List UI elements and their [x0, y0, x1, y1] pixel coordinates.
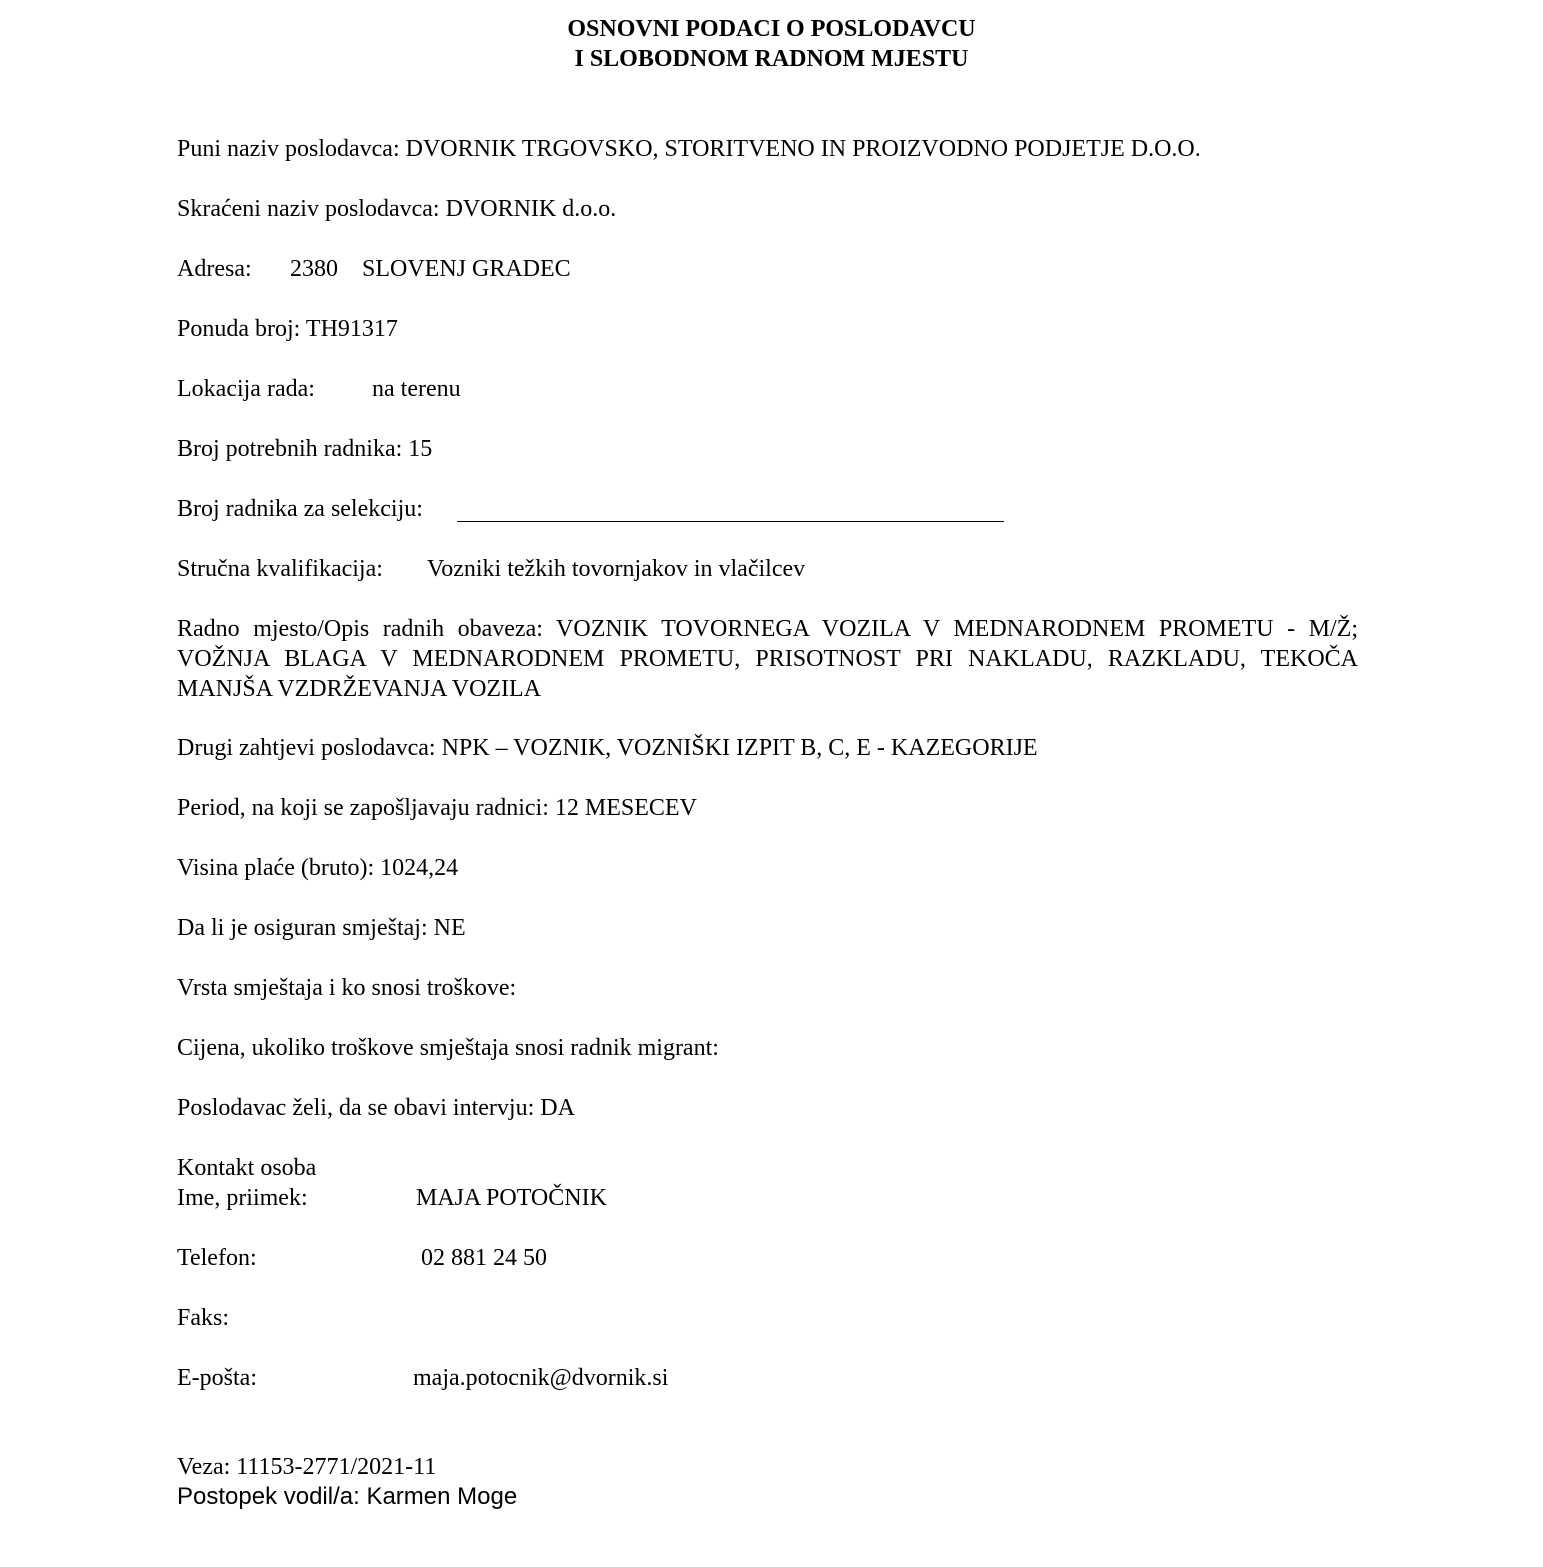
interview-label: Poslodavac želi, da se obavi intervju: — [177, 1095, 535, 1121]
contact-phone-label: Telefon: — [177, 1245, 257, 1271]
location-label: Lokacija rada: — [177, 376, 315, 402]
contact-email-label: E-pošta: — [177, 1365, 257, 1391]
contact-phone — [177, 1243, 777, 1273]
document-title-line-2: I SLOBODNOM RADNOM MJESTU — [574, 46, 969, 72]
accommodation-price-label: Cijena, ukoliko troškove smještaja snosi radnik migrant: — [177, 1035, 719, 1061]
field-offer-number — [177, 314, 398, 344]
offer-label: Ponuda broj: — [177, 316, 301, 342]
address-label: Adresa: — [177, 256, 252, 282]
contact-email — [177, 1363, 777, 1393]
handled-by: Postopek vodil/a: Karmen Moge — [177, 1483, 518, 1510]
field-salary — [177, 853, 458, 883]
field-full-name — [177, 134, 1201, 164]
contact-heading: Kontakt osoba — [177, 1155, 317, 1181]
contact-fax-label: Faks: — [177, 1305, 230, 1331]
qualification-value: Vozniki težkih tovornjakov in vlačilcev — [427, 556, 806, 582]
field-workers-selection — [177, 494, 423, 524]
address-postcode: 2380 — [290, 256, 338, 282]
workers-selection-blank-line — [457, 521, 1004, 522]
short-name-value: DVORNIK d.o.o. — [445, 196, 617, 222]
offer-value: TH91317 — [305, 316, 398, 342]
field-other-requirements — [177, 733, 1038, 763]
field-job-description — [177, 614, 1358, 704]
workers-needed-label: Broj potrebnih radnika: — [177, 436, 403, 462]
workers-needed-value: 15 — [408, 436, 433, 462]
contact-email-value: maja.potocnik@dvornik.si — [413, 1365, 669, 1391]
field-accommodation — [177, 913, 466, 943]
contact-fax — [177, 1303, 229, 1333]
workers-selection-label: Broj radnika za selekciju: — [177, 496, 423, 522]
short-name-label: Skraćeni naziv poslodavca: — [177, 196, 440, 222]
field-workers-needed — [177, 434, 432, 464]
job-description-value: VOZNIK TOVORNEGA VOZILA V MEDNARODNEM PROMETU - M/Ž; VOŽNJA BLAGA V MEDNARODNEM PROMETU, PRISOTNOST PRI NAKLADU, RAZKLADU, TEKOČA MANJŠA VZDRŽEVANJA VOZILA — [177, 616, 1358, 702]
field-address — [177, 254, 677, 284]
field-short-name — [177, 194, 616, 224]
address-city: SLOVENJ GRADEC — [362, 256, 571, 282]
other-requirements-label: Drugi zahtjevi poslodavca: — [177, 735, 436, 761]
accommodation-value: NE — [433, 915, 466, 941]
accommodation-type-label: Vrsta smještaja i ko snosi troškove: — [177, 975, 517, 1001]
field-interview — [177, 1093, 575, 1123]
contact-name-value: MAJA POTOČNIK — [416, 1185, 607, 1211]
contact-phone-value: 02 881 24 50 — [421, 1245, 547, 1271]
contact-name — [177, 1183, 777, 1213]
field-employment-period — [177, 793, 697, 823]
reference-number: Veza: 11153-2771/2021-11 — [177, 1454, 437, 1480]
qualification-label: Stručna kvalifikacija: — [177, 556, 383, 582]
accommodation-label: Da li je osiguran smještaj: — [177, 915, 428, 941]
field-accommodation-price — [177, 1033, 719, 1063]
contact-name-label: Ime, priimek: — [177, 1185, 308, 1211]
period-label: Period, na koji se zapošljavaju radnici: — [177, 795, 549, 821]
field-qualification — [177, 554, 977, 584]
job-description-label: Radno mjesto/Opis radnih obaveza: — [177, 616, 543, 642]
document-title-line-1: OSNOVNI PODACI O POSLODAVCU — [567, 16, 976, 42]
salary-label: Visina plaće (bruto): — [177, 855, 375, 881]
full-name-label: Puni naziv poslodavca: — [177, 136, 400, 162]
other-requirements-value: NPK – VOZNIK, VOZNIŠKI IZPIT B, C, E - KAZEGORIJE — [441, 735, 1038, 761]
field-work-location — [177, 374, 577, 404]
interview-value: DA — [540, 1095, 575, 1121]
salary-value: 1024,24 — [380, 855, 459, 881]
period-value: 12 MESECEV — [554, 795, 697, 821]
field-accommodation-type — [177, 973, 516, 1003]
location-value: na terenu — [372, 376, 461, 402]
full-name-value: DVORNIK TRGOVSKO, STORITVENO IN PROIZVODNO PODJETJE D.O.O. — [405, 136, 1201, 162]
